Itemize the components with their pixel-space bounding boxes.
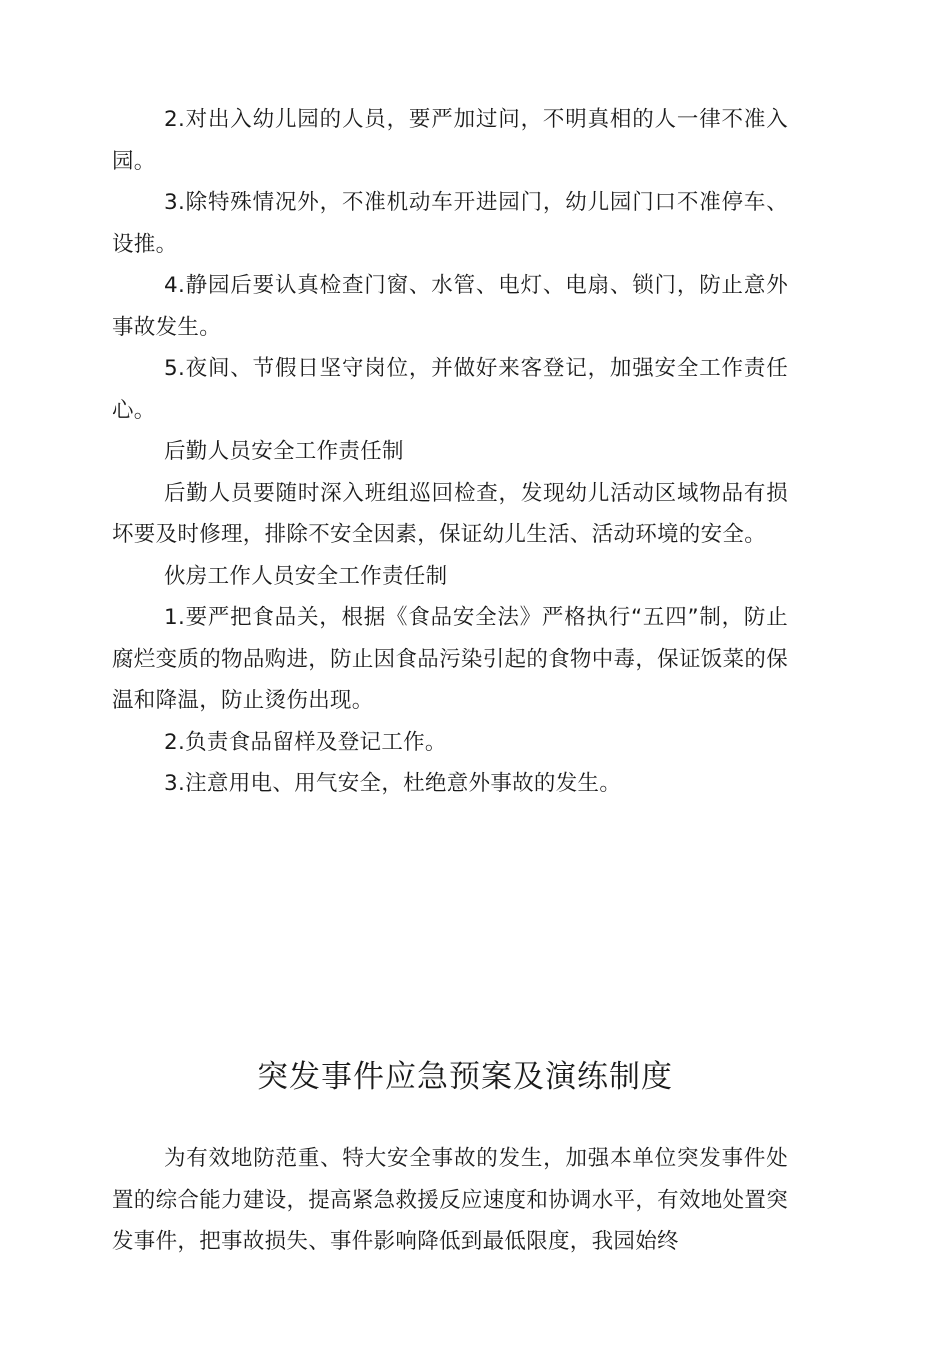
body-text-lower: [112, 1138, 788, 1263]
paragraph-food-sample: 2.负责食品留样及登记工作。: [164, 729, 447, 755]
heading-kitchen-responsibility: 伙房工作人员安全工作责任制: [164, 563, 448, 589]
paragraph-food-safety: 1.要严把食品关，根据《食品安全法》严格执行“五四”制，防止腐烂变质的物品购进，防止因食品污染引起的食物中毒，保证饭菜的保温和降温，防止烫伤出现。: [112, 605, 788, 713]
body-text-upper: [112, 99, 788, 805]
paragraph-closing-check: 4.静园后要认真检查门窗、水管、电灯、电扇、锁门，防止意外事故发生。: [112, 273, 788, 340]
paragraph-utility-safety: 3.注意用电、用气安全，杜绝意外事故的发生。: [164, 771, 622, 796]
section-title: 突发事件应急预案及演练制度: [257, 1059, 673, 1095]
paragraph-emergency-intro: 为有效地防范重、特大安全事故的发生，加强本单位突发事件处置的综合能力建设，提高紧急救援反应速度和协调水平，有效地处置突发事件，把事故损失、事件影响降低到最低限度，我园始终: [112, 1146, 788, 1254]
paragraph-night-duty: 5.夜间、节假日坚守岗位，并做好来客登记，加强安全工作责任心。: [112, 356, 788, 423]
paragraph-vehicle-rule: 3.除特殊情况外，不准机动车开进园门，幼儿园门口不准停车、设推。: [112, 190, 788, 257]
paragraph-logistics-duty: 后勤人员要随时深入班组巡回检查，发现幼儿活动区域物品有损坏要及时修理，排除不安全因素，保证幼儿生活、活动环境的安全。: [112, 480, 788, 547]
heading-logistics-responsibility: 后勤人员安全工作责任制: [164, 439, 404, 464]
paragraph-visitor-control: 2.对出入幼儿园的人员，要严加过问，不明真相的人一律不准入园。: [112, 107, 788, 174]
